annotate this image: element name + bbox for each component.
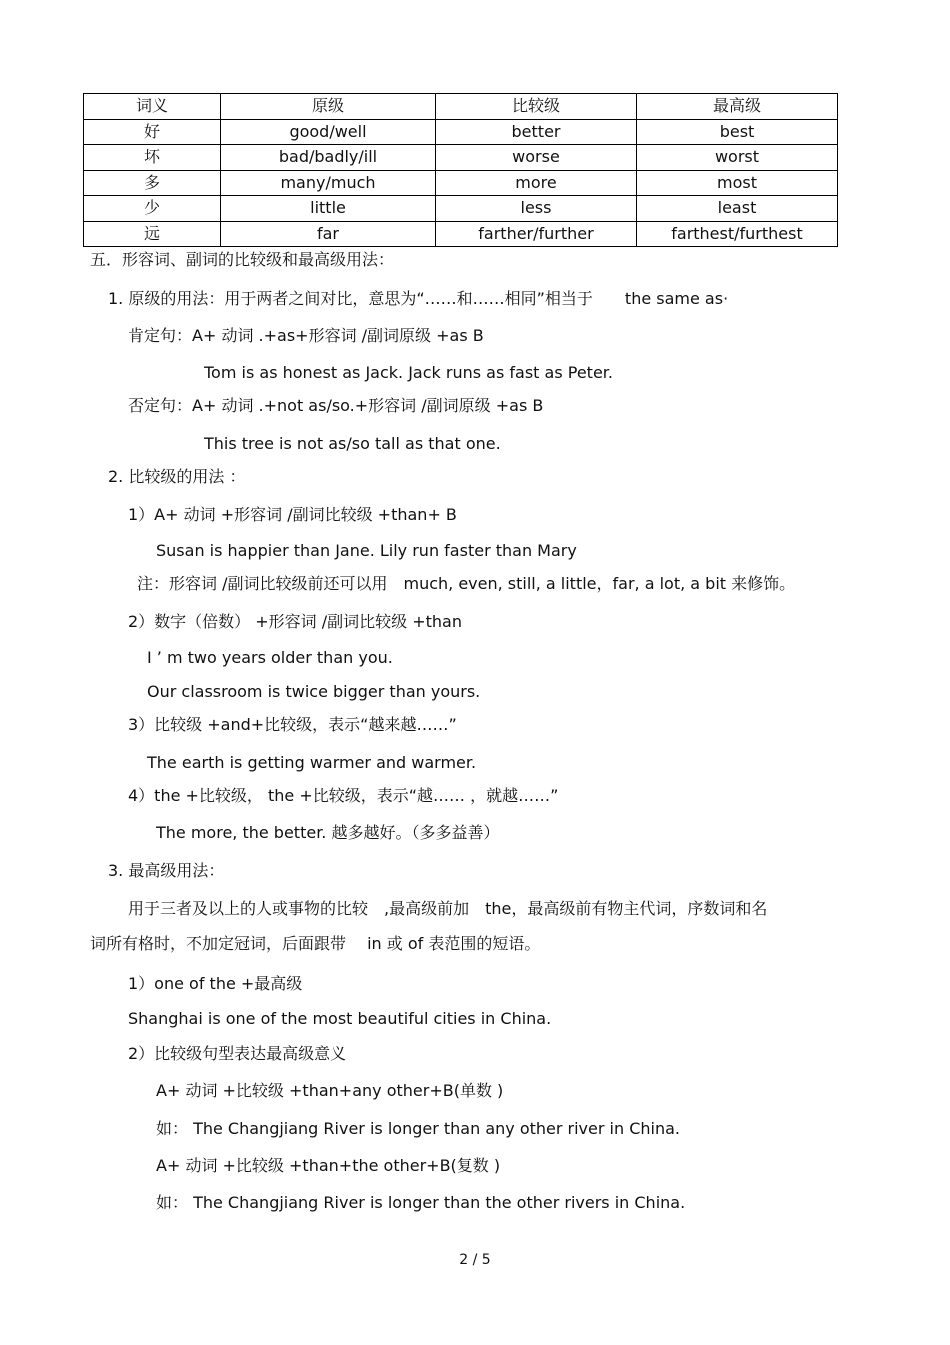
example-line: I ’ m two years older than you. xyxy=(147,648,393,667)
note-line: 注：形容词 /副词比较级前还可以用 much, even, still, a little，far, a lot, a bit 来修饰。 xyxy=(137,574,796,593)
table-cell: 好 xyxy=(84,119,221,145)
table-cell: least xyxy=(637,196,838,222)
table-row xyxy=(84,196,838,222)
comparison-table xyxy=(83,93,838,247)
table-cell: worse xyxy=(436,145,637,171)
subsection-heading: 3. 最高级用法： xyxy=(108,861,225,880)
table-cell: far xyxy=(221,221,436,247)
text-line: 肯定句：A+ 动词 .+as+形容词 /副词原级 +as B xyxy=(128,326,484,345)
page-number: 2 / 5 xyxy=(459,1252,491,1268)
text-line: 否定句：A+ 动词 .+not as/so.+形容词 /副词原级 +as B xyxy=(128,396,544,415)
text-line: 2）数字（倍数） +形容词 /副词比较级 +than xyxy=(128,612,463,631)
table-cell: 少 xyxy=(84,196,221,222)
example-line: This tree is not as/so tall as that one. xyxy=(204,434,501,453)
table-row xyxy=(84,145,838,171)
table-header-cell: 原级 xyxy=(221,94,436,120)
table-cell: many/much xyxy=(221,170,436,196)
table-cell: less xyxy=(436,196,637,222)
table-header-cell: 词义 xyxy=(84,94,221,120)
table-cell: best xyxy=(637,119,838,145)
text-line: 4）the +比较级， the +比较级，表示“越…… ，就越……” xyxy=(128,786,559,805)
table-cell: worst xyxy=(637,145,838,171)
text-line: A+ 动词 +比较级 +than+any other+B(单数 ) xyxy=(156,1081,504,1100)
table-cell: 远 xyxy=(84,221,221,247)
table-header-cell: 最高级 xyxy=(637,94,838,120)
text-line: 1）A+ 动词 +形容词 /副词比较级 +than+ B xyxy=(128,505,457,524)
table-cell: most xyxy=(637,170,838,196)
table-header-cell: 比较级 xyxy=(436,94,637,120)
table-cell: more xyxy=(436,170,637,196)
text-line: 2）比较级句型表达最高级意义 xyxy=(128,1044,347,1063)
table-cell: 多 xyxy=(84,170,221,196)
subsection-heading: 2. 比较级的用法 ： xyxy=(108,467,246,486)
table-cell: farther/further xyxy=(436,221,637,247)
table-cell: little xyxy=(221,196,436,222)
table-row xyxy=(84,119,838,145)
table-cell: 坏 xyxy=(84,145,221,171)
example-line: 如： The Changjiang River is longer than any other river in China. xyxy=(156,1119,680,1138)
table-cell: bad/badly/ill xyxy=(221,145,436,171)
table-cell: farthest/furthest xyxy=(637,221,838,247)
table-row xyxy=(84,221,838,247)
text-line: 1）one of the +最高级 xyxy=(128,974,303,993)
section-heading: 五．形容词、副词的比较级和最高级用法： xyxy=(90,250,395,269)
example-line: Tom is as honest as Jack. Jack runs as fast as Peter. xyxy=(204,363,613,382)
paragraph-line: 词所有格时，不加定冠词，后面跟带 in 或 of 表范围的短语。 xyxy=(90,934,541,953)
example-line: The more, the better. 越多越好。（多多益善） xyxy=(156,823,500,842)
table-cell: good/well xyxy=(221,119,436,145)
example-line: Our classroom is twice bigger than yours. xyxy=(147,682,481,701)
table-row xyxy=(84,170,838,196)
example-line: The earth is getting warmer and warmer. xyxy=(147,753,477,772)
text-line: 3）比较级 +and+比较级，表示“越来越……” xyxy=(128,715,457,734)
example-line: Shanghai is one of the most beautiful cities in China. xyxy=(128,1009,552,1028)
table-header-row xyxy=(84,94,838,120)
example-line: 如： The Changjiang River is longer than the other rivers in China. xyxy=(156,1193,686,1212)
subsection-heading: 1. 原级的用法：用于两者之间对比，意思为“……和……相同”相当于 the same as· xyxy=(108,289,729,308)
example-line: Susan is happier than Jane. Lily run faster than Mary xyxy=(156,541,577,560)
text-line: A+ 动词 +比较级 +than+the other+B(复数 ) xyxy=(156,1156,501,1175)
table-cell: better xyxy=(436,119,637,145)
paragraph-line: 用于三者及以上的人或事物的比较 ,最高级前加 the，最高级前有物主代词，序数词和名 xyxy=(128,899,768,918)
